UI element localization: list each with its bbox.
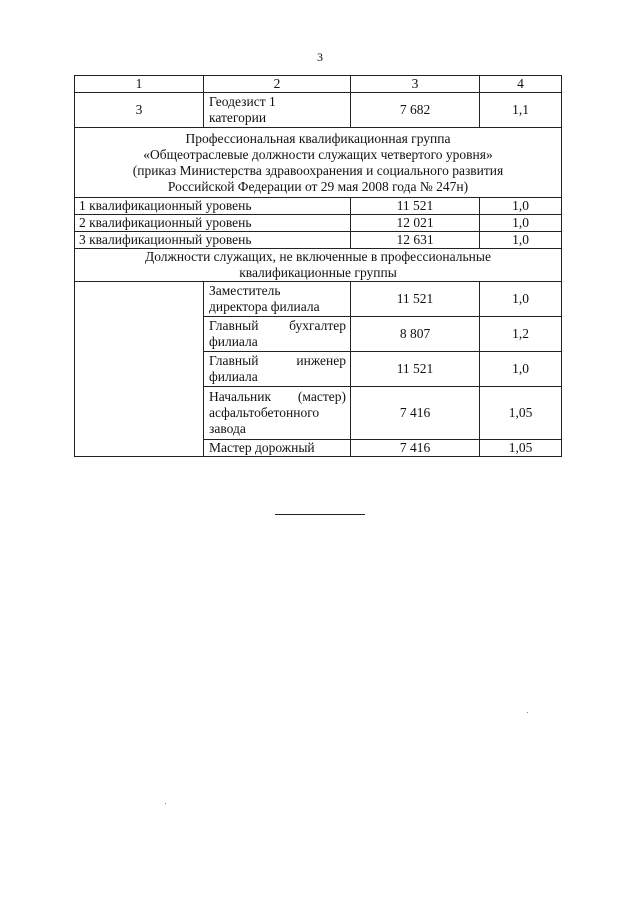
salary-cell: 7 416 [351,387,480,440]
position-title [204,282,351,317]
position-title-line-2: асфальтобетонного [209,405,320,420]
salary-cell: 7 682 [351,93,480,128]
section-row-group4 [75,128,562,198]
table-row-level-1 [75,198,562,215]
coefficient-cell: 1,0 [480,352,562,387]
position-title-line-1: Заместитель [209,283,281,298]
position-title-line-3: завода [209,421,246,436]
salary-table [74,75,562,457]
level-label: 1 квалификационный уровень [75,198,351,215]
header-col-2: 2 [204,76,351,93]
coefficient-cell: 1,0 [480,232,562,249]
position-title-line-2: категории [209,110,267,125]
position-title [204,317,351,352]
position-title [204,352,351,387]
other-positions-line-1: Должности служащих, не включенные в профессиональные [145,249,491,264]
table-row-surveyor [75,93,562,128]
coefficient-cell: 1,05 [480,440,562,457]
salary-cell: 8 807 [351,317,480,352]
salary-cell: 7 416 [351,440,480,457]
position-title-line-1: Начальник (мастер) [209,389,346,404]
scan-speck [527,712,528,713]
position-title-line-1: Геодезист 1 [209,94,276,109]
row-number: 3 [75,93,204,128]
coefficient-cell: 1,1 [480,93,562,128]
position-title-line-1: Главный бухгалтер [209,318,346,333]
page-number: 3 [317,50,323,64]
level-label: 3 квалификационный уровень [75,232,351,249]
coefficient-cell: 1,2 [480,317,562,352]
coefficient-cell: 1,0 [480,282,562,317]
salary-cell: 12 631 [351,232,480,249]
position-title [204,387,351,440]
header-col-4: 4 [480,76,562,93]
coefficient-cell: 1,0 [480,198,562,215]
table-row-position-1 [75,282,562,317]
header-col-3: 3 [351,76,480,93]
salary-cell: 11 521 [351,198,480,215]
group4-heading [75,128,562,198]
header-col-1: 1 [75,76,204,93]
position-title-line-2: филиала [209,334,258,349]
position-title-line-2: филиала [209,369,258,384]
coefficient-cell: 1,0 [480,215,562,232]
coefficient-cell: 1,05 [480,387,562,440]
group4-line-1: Профессиональная квалификационная группа [185,130,451,146]
other-positions-line-2: квалификационные группы [239,265,397,280]
position-title [204,93,351,128]
table-row-level-3 [75,232,562,249]
position-title-line-1: Мастер дорожный [209,440,315,455]
salary-cell: 11 521 [351,352,480,387]
other-positions-heading [75,249,562,282]
section-row-other-positions [75,249,562,282]
empty-merged-cell [75,282,204,457]
footer-separator-line [275,514,365,515]
salary-cell: 11 521 [351,282,480,317]
group4-line-3: (приказ Министерства здравоохранения и социального развития [132,162,504,178]
position-title [204,440,351,457]
salary-cell: 12 021 [351,215,480,232]
group4-line-2: «Общеотраслевые должности служащих четвертого уровня» [143,146,493,162]
position-title-line-1: Главный инженер [209,353,346,368]
position-title-line-2: директора филиала [209,299,320,314]
level-label: 2 квалификационный уровень [75,215,351,232]
table-row-level-2 [75,215,562,232]
table-header-row [75,76,562,93]
group4-line-4: Российской Федерации от 29 мая 2008 года № 247н) [167,178,469,194]
scan-speck [165,803,166,804]
